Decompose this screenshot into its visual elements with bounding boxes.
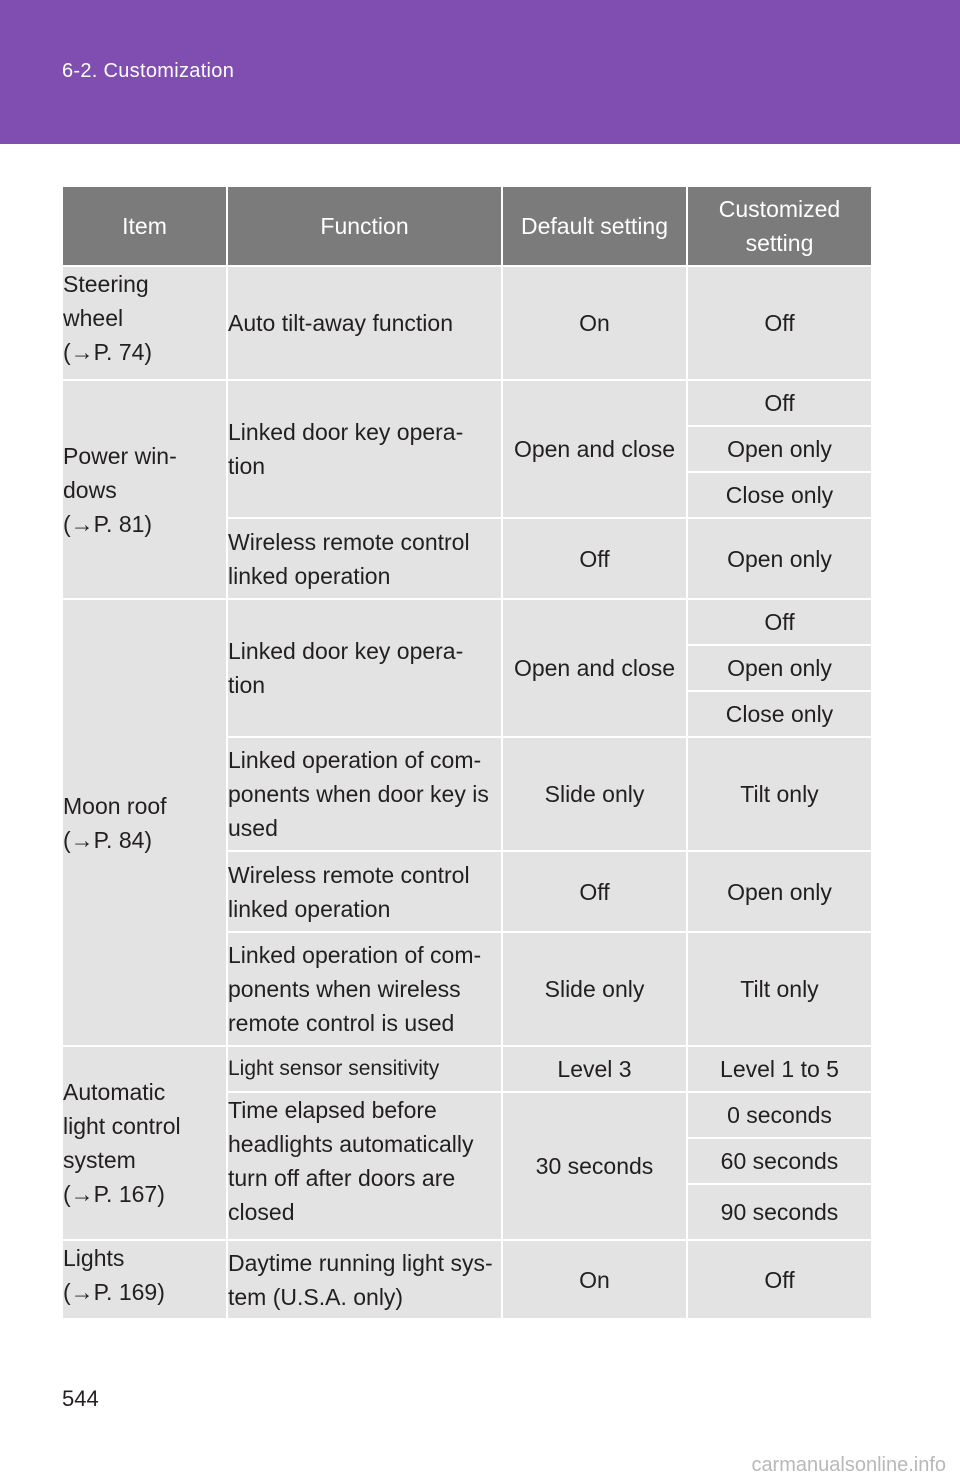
item-cell-moon-roof: Moon roof (→P. 84)	[62, 599, 227, 1046]
customized-cell: Close only	[687, 472, 872, 518]
function-cell: Linked door key opera- tion	[227, 380, 502, 518]
customized-cell: Close only	[687, 691, 872, 737]
watermark: carmanualsonline.info	[751, 1454, 946, 1476]
table-row	[62, 599, 872, 645]
customized-cell: Off	[687, 266, 872, 380]
customized-cell: Open only	[687, 518, 872, 599]
function-cell: Time elapsed before headlights automatically turn off after doors are closed	[227, 1092, 502, 1240]
section-title: 6-2. Customization	[62, 60, 235, 82]
table-row	[62, 1240, 872, 1319]
item-cell-power-windows: Power win- dows (→P. 81)	[62, 380, 227, 599]
customized-cell: 0 seconds	[687, 1092, 872, 1138]
table-header-row	[62, 186, 872, 266]
customized-cell: Off	[687, 1240, 872, 1319]
table-row	[62, 1046, 872, 1092]
function-cell: Wireless remote control linked operation	[227, 851, 502, 932]
column-header-function: Function	[227, 186, 502, 266]
default-cell: Level 3	[502, 1046, 687, 1092]
column-header-item: Item	[62, 186, 227, 266]
default-cell: Open and close	[502, 380, 687, 518]
customized-cell: Level 1 to 5	[687, 1046, 872, 1092]
function-cell: Linked operation of com- ponents when wireless remote control is used	[227, 932, 502, 1046]
customization-table	[61, 185, 873, 1320]
function-cell: Wireless remote control linked operation	[227, 518, 502, 599]
default-cell: Slide only	[502, 737, 687, 851]
default-cell: Slide only	[502, 932, 687, 1046]
customized-cell: Off	[687, 599, 872, 645]
table-row	[62, 266, 872, 380]
table-row	[62, 380, 872, 426]
function-cell: Auto tilt-away function	[227, 266, 502, 380]
customized-cell: Open only	[687, 426, 872, 472]
item-cell-lights: Lights (→P. 169)	[62, 1240, 227, 1319]
customized-cell: Off	[687, 380, 872, 426]
function-cell: Daytime running light sys- tem (U.S.A. only)	[227, 1240, 502, 1319]
default-cell: Off	[502, 851, 687, 932]
item-cell-auto-light: Automatic light control system (→P. 167)	[62, 1046, 227, 1240]
column-header-customized: Customized setting	[687, 186, 872, 266]
page-header-band	[0, 0, 960, 144]
customized-cell: Tilt only	[687, 932, 872, 1046]
function-cell: Linked door key opera- tion	[227, 599, 502, 737]
default-cell: 30 seconds	[502, 1092, 687, 1240]
item-cell-steering: Steering wheel (→P. 74)	[62, 266, 227, 380]
function-cell: Light sensor sensitivity	[227, 1046, 502, 1092]
default-cell: Open and close	[502, 599, 687, 737]
column-header-default: Default setting	[502, 186, 687, 266]
default-cell: Off	[502, 518, 687, 599]
default-cell: On	[502, 1240, 687, 1319]
function-cell: Linked operation of com- ponents when door key is used	[227, 737, 502, 851]
customized-cell: Open only	[687, 645, 872, 691]
customized-cell: Open only	[687, 851, 872, 932]
customized-cell: 90 seconds	[687, 1184, 872, 1240]
page-number: 544	[62, 1386, 99, 1411]
customized-cell: 60 seconds	[687, 1138, 872, 1184]
default-cell: On	[502, 266, 687, 380]
customized-cell: Tilt only	[687, 737, 872, 851]
